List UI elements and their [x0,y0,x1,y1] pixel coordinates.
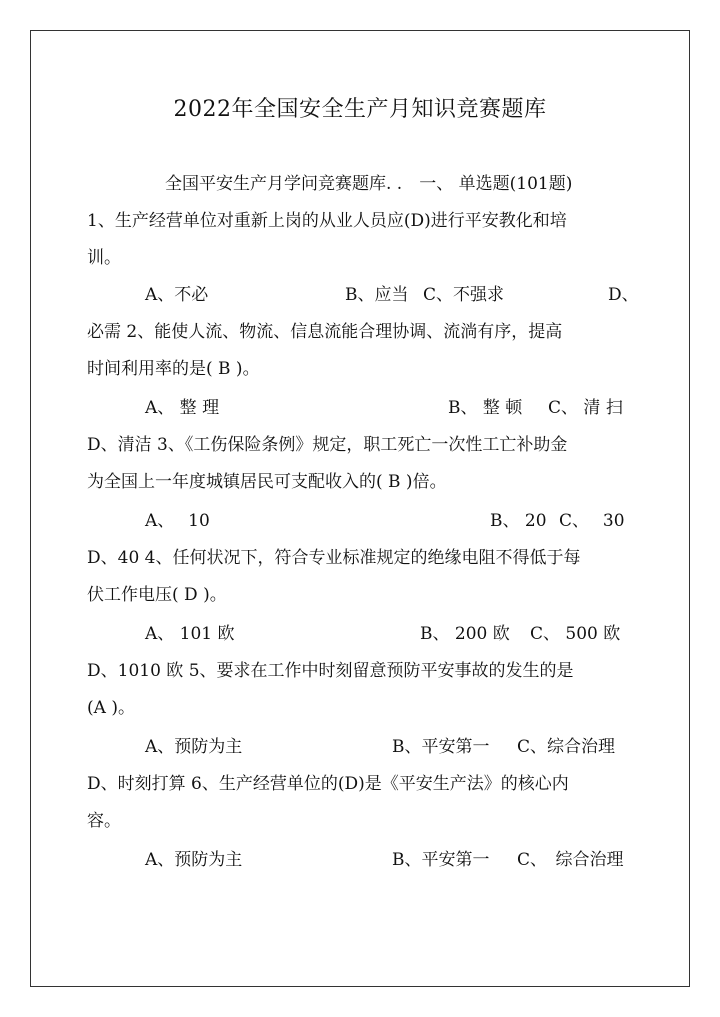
question-4-line-1: D、40 4、任何状况下，符合专业标准规定的绝缘电阻不得低于每 [87,548,581,568]
option-d: D、 [608,285,639,305]
option-c: C、 综合治理 [517,850,624,870]
options-row-q6 [145,846,635,874]
options-row-q1 [145,281,639,309]
question-1-line-1: 1、生产经营单位对重新上岗的从业人员应(D)进行平安教化和培 [87,211,567,231]
option-b: B、平安第一 [392,737,490,757]
option-c: C、 500 欧 [530,624,621,644]
question-1-line-2: 训。 [87,248,121,268]
question-5-line-2: (A )。 [87,698,135,718]
options-row-q5 [145,733,635,761]
section-heading: 全国平安生产月学问竞赛题库. . 一、 单选题(101题) [165,174,573,194]
option-a: A、 整 理 [145,398,220,418]
option-b: B、 200 欧 [420,624,510,644]
question-3-line-1: D、清洁 3、《工伤保险条例》规定，职工死亡一次性工亡补助金 [87,435,568,455]
document-title: 2022年全国安全生产月知识竞赛题库 [173,97,547,122]
question-6-line-1: D、时刻打算 6、生产经营单位的(D)是《平安生产法》的核心内 [87,774,569,794]
option-c: C、 清 扫 [548,398,623,418]
option-b: B、 整 顿 [448,398,523,418]
option-a: A、 10 [145,511,210,531]
option-a: A、 101 欧 [145,624,235,644]
option-a: A、预防为主 [145,737,243,757]
option-c: C、不强求 [423,285,505,305]
option-b: B、 20 [490,511,547,531]
option-c: C、 30 [559,511,625,531]
option-b: B、应当 [345,285,409,305]
options-row-q3 [145,507,635,535]
question-2-line-2: 时间利用率的是( B )。 [87,359,260,379]
option-a: A、不必 [145,285,209,305]
option-a: A、预防为主 [145,850,243,870]
question-3-line-2: 为全国上一年度城镇居民可支配收入的( B )倍。 [87,472,447,492]
question-5-line-1: D、1010 欧 5、要求在工作中时刻留意预防平安事故的发生的是 [87,661,574,681]
option-c: C、综合治理 [517,737,616,757]
options-row-q2 [145,394,635,422]
question-2-line-1: 必需 2、能使人流、物流、信息流能合理协调、流淌有序，提高 [87,322,563,342]
question-4-line-2: 伏工作电压( D )。 [87,585,227,605]
option-b: B、平安第一 [392,850,490,870]
options-row-q4 [145,620,635,648]
question-6-line-2: 容。 [87,811,121,831]
